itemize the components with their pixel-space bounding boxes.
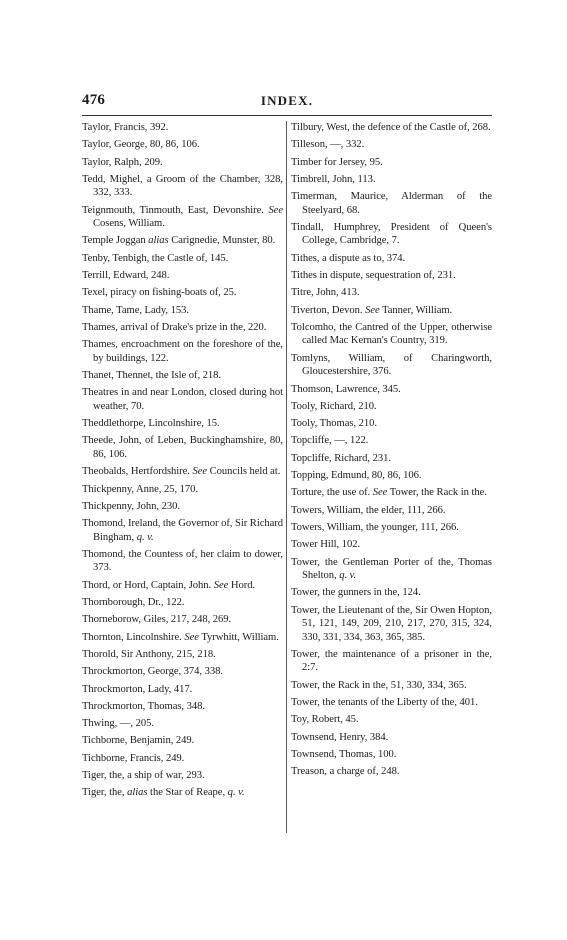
index-entry-text: Tiger, the, a ship of war, 293. bbox=[82, 770, 205, 781]
index-entry bbox=[82, 156, 283, 170]
index-entry-text: Temple Joggan bbox=[82, 235, 149, 247]
index-entry bbox=[82, 648, 283, 662]
index-entry bbox=[291, 400, 492, 414]
index-entry bbox=[82, 234, 283, 248]
index-entry-text: Thomond, Ireland, the Governor of, Sir Richard Bingham, bbox=[82, 518, 283, 543]
index-entry bbox=[82, 483, 283, 497]
index-entry bbox=[291, 765, 492, 779]
index-entry bbox=[291, 417, 492, 431]
index-entry-text: Tedd, Mighel, a Groom of the Chamber, 328, 332, 333. bbox=[82, 173, 283, 199]
index-entry bbox=[291, 452, 492, 466]
index-entry-text: Thomond, the Countess of, her claim to dower, 373. bbox=[82, 548, 283, 574]
index-entry bbox=[291, 731, 492, 745]
index-entry-text: Tichborne, Benjamin, 249. bbox=[82, 735, 195, 747]
index-entry bbox=[82, 338, 283, 365]
index-entry bbox=[82, 613, 283, 627]
index-entry-text: Thorneborow, Giles, 217, 248, 269. bbox=[82, 614, 232, 626]
index-entry-italic: See bbox=[184, 631, 199, 643]
index-entry bbox=[82, 138, 283, 152]
index-entry-text: Tithes, a dispute as to, 374. bbox=[291, 252, 406, 264]
index-entry bbox=[82, 631, 283, 645]
index-entry-italic: See bbox=[365, 304, 380, 316]
index-entry bbox=[82, 579, 283, 593]
index-entry bbox=[82, 121, 283, 135]
index-entry-text: Tower Hill, 102. bbox=[291, 539, 361, 551]
index-entry bbox=[291, 748, 492, 762]
index-entry-text: Theede, John, of Leben, Buckinghamshire, 80, 86, 106. bbox=[82, 435, 283, 460]
index-entry bbox=[291, 486, 492, 500]
index-entry-text: Carignedie, Munster, 80. bbox=[168, 235, 276, 247]
index-entry-text: Taylor, Ralph, 209. bbox=[82, 156, 163, 168]
index-entry bbox=[82, 596, 283, 610]
index-entry bbox=[291, 352, 492, 379]
index-entry-text: Townsend, Henry, 384. bbox=[291, 731, 389, 743]
index-entry-text: Taylor, Francis, 392. bbox=[82, 122, 169, 133]
index-entry bbox=[291, 648, 492, 675]
index-entry-text: Tooly, Richard, 210. bbox=[291, 400, 377, 412]
index-entry bbox=[291, 504, 492, 518]
index-entry bbox=[82, 700, 283, 714]
index-entry bbox=[82, 769, 283, 783]
index-entry-text: Tomlyns, William, of Charingworth, Gloucestershire, 376. bbox=[291, 352, 492, 378]
index-entry-text: Thomson, Lawrence, 345. bbox=[291, 383, 401, 395]
index-entry bbox=[82, 417, 283, 431]
index-entry-text: Theddlethorpe, Lincolnshire, 15. bbox=[82, 418, 220, 430]
index-entry bbox=[291, 434, 492, 448]
page-number: 476 bbox=[82, 92, 106, 108]
column-divider bbox=[286, 121, 287, 833]
index-entry-text: Thickpenny, Anne, 25, 170. bbox=[82, 483, 198, 495]
index-entry-italic: See bbox=[268, 204, 283, 216]
index-entry-text: Tindall, Humphrey, President of Queen's College, Cambridge, 7. bbox=[291, 221, 492, 247]
index-entry-text: Councils held at. bbox=[207, 466, 281, 478]
index-entry-text: Thames, encroachment on the foreshore of the, by buildings, 122. bbox=[82, 339, 283, 364]
index-entry-italic: alias bbox=[148, 235, 169, 247]
index-entry-text: Topcliffe, —, 122. bbox=[291, 435, 369, 447]
index-entry bbox=[82, 204, 283, 231]
index-entry bbox=[291, 138, 492, 152]
index-entry-text: Thanet, Thennet, the Isle of, 218. bbox=[82, 370, 222, 382]
index-entry-text: Thickpenny, John, 230. bbox=[82, 500, 180, 512]
index-entry bbox=[291, 604, 492, 645]
index-entry-text: Tower, the tenants of the Liberty of the, 401. bbox=[291, 697, 478, 709]
index-entry-text: Tooly, Thomas, 210. bbox=[291, 418, 377, 430]
index-entry bbox=[82, 252, 283, 266]
index-entry bbox=[291, 521, 492, 535]
index-entry bbox=[82, 173, 283, 200]
index-entry-text: Topping, Edmund, 80, 86, 106. bbox=[291, 470, 422, 482]
index-entry-text: Thornton, Lincolnshire. bbox=[82, 631, 185, 643]
index-entry-text: Teignmouth, Tinmouth, East, Devonshire. bbox=[82, 204, 269, 216]
index-entry-text: Thornborough, Dr., 122. bbox=[82, 597, 185, 609]
index-entry bbox=[291, 221, 492, 248]
index-entry bbox=[291, 156, 492, 170]
index-entry-text: Treason, a charge of, 248. bbox=[291, 766, 400, 778]
index-entry-text: Tyrwhitt, William. bbox=[198, 631, 279, 643]
index-entry bbox=[82, 665, 283, 679]
index-entry-text: Tower, the Rack in the, 51, 330, 334, 365. bbox=[291, 679, 467, 691]
index-entry bbox=[82, 286, 283, 300]
index-entry bbox=[291, 538, 492, 552]
index-entry bbox=[291, 696, 492, 710]
index-entry-text: Hord. bbox=[228, 579, 256, 591]
running-head: INDEX. bbox=[260, 93, 314, 108]
index-entry-text: Tanner, William. bbox=[379, 304, 453, 316]
index-entry bbox=[291, 713, 492, 727]
index-entry bbox=[82, 786, 283, 800]
index-entry-text: Tenby, Tenbigh, the Castle of, 145. bbox=[82, 252, 229, 264]
index-entry-text: Theatres in and near London, closed during hot weather, 70. bbox=[82, 387, 283, 412]
index-entry bbox=[82, 321, 283, 335]
index-entry bbox=[82, 734, 283, 748]
index-entry bbox=[82, 500, 283, 514]
index-entry-text: Timerman, Maurice, Alderman of the Steelyard, 68. bbox=[291, 191, 492, 216]
index-entry-italic: See bbox=[213, 579, 229, 591]
index-entry-text: Townsend, Thomas, 100. bbox=[291, 748, 397, 760]
index-entry-text: Toy, Robert, 45. bbox=[291, 714, 359, 726]
index-entry-text: Thord, or Hord, Captain, John. bbox=[82, 579, 214, 591]
index-entry-text: Tower, the Lieutenant of the, Sir Owen Hopton, 51, 121, 149, 209, 210, 217, 270, 315, 324, 330, 331, 334, 363, 365, 385. bbox=[291, 604, 492, 643]
index-entry-text: Titre, John, 413. bbox=[291, 287, 360, 299]
index-entry-text: Tolcomho, the Cantred of the Upper, otherwise called Mac Kernan's Country, 319. bbox=[291, 321, 492, 347]
index-entry bbox=[291, 252, 492, 266]
index-entry-text: Timber for Jersey, 95. bbox=[291, 156, 383, 168]
index-entry-text: Thame, Tame, Lady, 153. bbox=[82, 304, 189, 316]
index-entry bbox=[291, 383, 492, 397]
index-entry-text: Tower, the maintenance of a prisoner in the, 2:7. bbox=[291, 648, 492, 674]
index-entry-text: Tithes in dispute, sequestration of, 231. bbox=[291, 270, 456, 282]
index-entry bbox=[291, 679, 492, 693]
index-entry-text: Theobalds, Hertfordshire. bbox=[82, 466, 193, 478]
index-entry bbox=[82, 517, 283, 544]
index-entry bbox=[82, 434, 283, 461]
index-entry bbox=[291, 269, 492, 283]
index-entry bbox=[82, 465, 283, 479]
index-entry bbox=[82, 369, 283, 383]
index-entry bbox=[291, 173, 492, 187]
index-entry-text: Tiger, the, bbox=[82, 787, 128, 799]
index-entry bbox=[291, 469, 492, 483]
index-entry-italic: q. v. bbox=[136, 531, 154, 543]
index-entry bbox=[291, 586, 492, 600]
index-entry bbox=[291, 286, 492, 300]
index-entry-italic: See bbox=[192, 466, 208, 478]
index-entry-text: Towers, William, the younger, 111, 266. bbox=[291, 521, 459, 533]
index-entry-text: Tilleson, —, 332. bbox=[291, 139, 365, 151]
index-entry-italic: alias bbox=[127, 787, 148, 799]
index-entry bbox=[291, 556, 492, 583]
page-header bbox=[82, 92, 492, 112]
index-column-right bbox=[291, 121, 492, 783]
index-entry bbox=[82, 269, 283, 283]
header-rule bbox=[82, 115, 492, 116]
index-entry-text: Tilbury, West, the defence of the Castle of, 268. bbox=[291, 122, 491, 133]
index-entry bbox=[291, 321, 492, 348]
index-entry-text: Throckmorton, Thomas, 348. bbox=[82, 700, 205, 712]
index-entry-text: Throckmorton, George, 374, 338. bbox=[82, 666, 223, 678]
index-entry-text: Taylor, George, 80, 86, 106. bbox=[82, 139, 200, 151]
index-entry bbox=[82, 548, 283, 575]
index-entry bbox=[82, 717, 283, 731]
index-entry-text: Topcliffe, Richard, 231. bbox=[291, 452, 391, 464]
index-entry-text: Tichborne, Francis, 249. bbox=[82, 752, 185, 764]
index-entry bbox=[82, 752, 283, 766]
index-entry-text: Thwing, —, 205. bbox=[82, 718, 154, 730]
index-entry bbox=[82, 304, 283, 318]
index-entry bbox=[291, 190, 492, 217]
index-entry-text: Thorold, Sir Anthony, 215, 218. bbox=[82, 648, 216, 660]
index-entry bbox=[291, 304, 492, 318]
index-entry bbox=[82, 683, 283, 697]
index-entry bbox=[291, 121, 492, 135]
index-entry-italic: q. v. bbox=[227, 787, 245, 799]
index-entry-text: Tower, the gunners in the, 124. bbox=[291, 587, 421, 599]
index-entry-text: Cosens, William. bbox=[93, 218, 165, 230]
index-entry bbox=[82, 386, 283, 413]
index-column-left bbox=[82, 121, 283, 804]
index-entry-text: Torture, the use of. bbox=[291, 487, 373, 499]
index-entry-text: Thames, arrival of Drake's prize in the, 220. bbox=[82, 321, 267, 333]
index-entry-text: Towers, William, the elder, 111, 266. bbox=[291, 504, 446, 516]
index-entry-text: Tiverton, Devon. bbox=[291, 304, 366, 316]
index-entry-italic: See bbox=[372, 487, 388, 499]
index-entry-text: Terrill, Edward, 248. bbox=[82, 270, 170, 282]
index-entry-text: Texel, piracy on fishing-boats of, 25. bbox=[82, 287, 237, 299]
index-entry-text: Tower, the Rack in the. bbox=[387, 487, 487, 499]
index-entry-text: the Star of Reape, bbox=[147, 787, 228, 799]
index-entry-text: Timbrell, John, 113. bbox=[291, 173, 376, 185]
index-entry-text: Throckmorton, Lady, 417. bbox=[82, 683, 193, 695]
index-entry-text: Tower, the Gentleman Porter of the, Thomas Shelton, bbox=[291, 556, 492, 582]
index-entry-italic: q. v. bbox=[339, 570, 357, 582]
